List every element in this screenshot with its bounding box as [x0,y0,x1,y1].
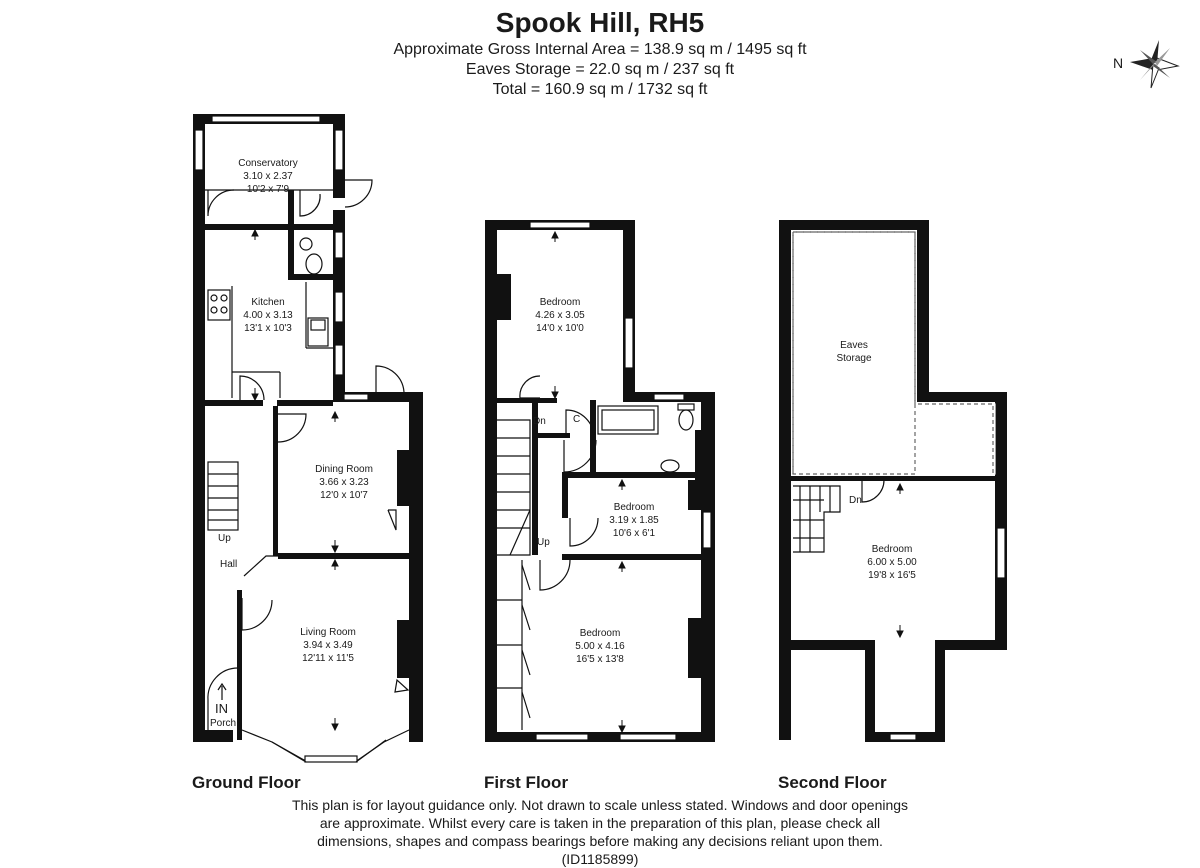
eaves-area-text: Eaves Storage = 22.0 sq m / 237 sq ft [465,61,735,78]
disclaimer-text [250,796,950,868]
first-floor-label: First Floor [484,773,569,792]
eaves-storage-line1: Eaves [840,340,868,351]
entrance-in-label: IN [215,701,228,716]
property-title: Spook Hill, RH5 [495,7,705,38]
kitchen-metric: 4.00 x 3.13 [243,310,293,321]
second-bedroom-name: Bedroom [871,544,913,555]
ground-floor-label: Ground Floor [192,773,301,792]
compass-north-label: N [1113,55,1124,71]
first-stairs-up: Up [537,537,550,548]
plan-id: (ID1185899) [561,851,639,867]
first-bedroom-2-imperial: 10'6 x 6'1 [612,528,656,539]
dining-room-name: Dining Room [315,464,373,475]
disclaimer-line-3: dimensions, shapes and compass bearings before making any decisions reliant upon them. [317,833,883,849]
total-area-text: Total = 160.9 sq m / 1732 sq ft [492,81,708,98]
conservatory-imperial: 10'2 x 7'9 [246,184,290,195]
cupboard-label: C [573,414,581,425]
porch-label: Porch [210,718,237,729]
first-bedroom-3-metric: 5.00 x 4.16 [575,641,625,652]
second-floor-label: Second Floor [778,773,887,792]
kitchen-name: Kitchen [251,297,285,308]
first-bedroom-3-name: Bedroom [579,628,621,639]
kitchen-imperial: 13'1 x 10'3 [244,323,292,334]
second-bedroom-imperial: 19'8 x 16'5 [868,570,916,581]
hall-label: Hall [220,559,238,570]
living-room-name: Living Room [300,627,356,638]
first-bedroom-2-name: Bedroom [613,502,655,513]
first-bedroom-3-imperial: 16'5 x 13'8 [576,654,624,665]
disclaimer-line-1: This plan is for layout guidance only. Not drawn to scale unless stated. Windows and door openings [291,797,909,813]
ground-stairs-up: Up [218,533,231,544]
living-room-metric: 3.94 x 3.49 [303,640,353,651]
dining-room-metric: 3.66 x 3.23 [319,477,369,488]
eaves-storage-line2: Storage [836,353,872,364]
first-bedroom-1-name: Bedroom [539,297,581,308]
disclaimer-line-2: are approximate. Whilst every care is taken in the preparation of this plan, please check all [319,815,881,831]
dining-room-imperial: 12'0 x 10'7 [320,490,368,501]
first-stairs-down: Dn [533,416,546,427]
first-bedroom-2-metric: 3.19 x 1.85 [609,515,659,526]
compass-icon [1130,40,1178,88]
second-stairs-down: Dn [849,495,862,506]
living-room-imperial: 12'11 x 11'5 [302,653,354,664]
gross-area-text: Approximate Gross Internal Area = 138.9 sq m / 1495 sq ft [393,41,807,58]
second-bedroom-metric: 6.00 x 5.00 [867,557,917,568]
conservatory-name: Conservatory [238,158,298,169]
second-floor-plan [779,220,1007,742]
first-bedroom-1-metric: 4.26 x 3.05 [535,310,585,321]
conservatory-metric: 3.10 x 2.37 [243,171,293,182]
first-bedroom-1-imperial: 14'0 x 10'0 [536,323,584,334]
